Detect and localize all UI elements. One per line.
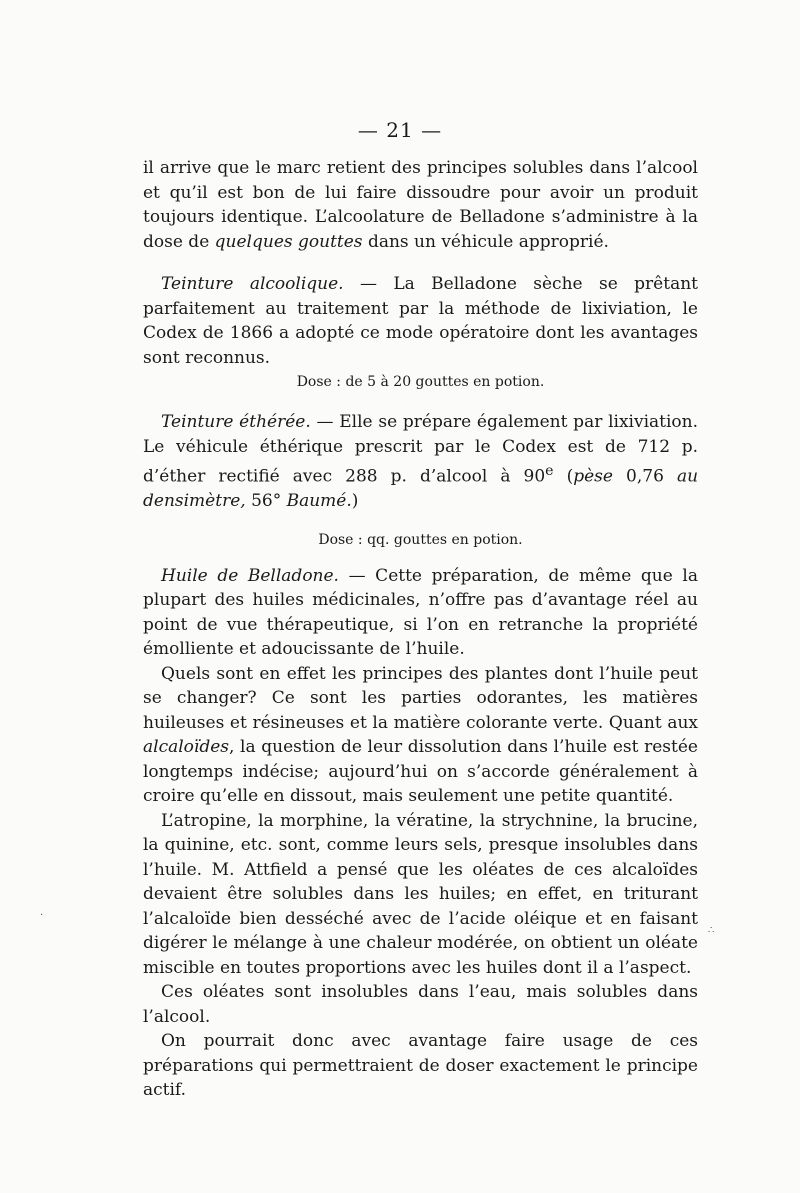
value-density: 0,76 [626, 466, 664, 487]
paragraph-atropine: L’atropine, la morphine, la vératine, la strychnine, la brucine, la quinine, etc. sont, comme leurs sels, presque insolubles dans l’huile. M. Attfield a pensé que les oléates de ces alcaloïdes devaient être solubles dans les huiles; en effet, en triturant l’alcaloïde bien desséché avec de l’acide oléique et en faisant digérer le mélange à une chaleur modérée, on obtient un oléate miscible en toutes proportions avec les huiles dont il a l’aspect. [143, 810, 698, 978]
heading-teinture-alcoolique: Teinture alcoolique. [161, 274, 344, 294]
paragraph-huile [143, 564, 698, 662]
heading-huile-de-belladone: Huile de Belladone. [161, 565, 339, 586]
emphasis-baume: Baumé. [286, 491, 352, 512]
dose-teinture-etheree: Dose : qq. gouttes en potion. [318, 531, 523, 548]
heading-teinture-etheree: Teinture éthérée. [161, 412, 311, 432]
emphasis-alcaloides: alcaloïdes [143, 737, 230, 758]
paragraph-principes [143, 662, 698, 809]
principes-text: Quels sont en effet les principes des plantes dont l’huile peut se changer? Ce sont les parties odorantes, les matières huileuses et résineuses et la matière colorante verte. Quant aux [143, 663, 698, 733]
teinture-alcoolique-text: — La Belladone sèche se prêtant parfaitement au traitement par la méthode de lixiviation, le Codex de 1866 a adopté ce mode opératoire dont les avantages sont reconnus. [143, 274, 698, 368]
paragraph-teinture-etheree [143, 410, 698, 514]
emphasis-pese: pèse [573, 466, 613, 487]
page-body [143, 156, 698, 1103]
huile-text: — Cette préparation, de même que la plupart des huiles médicinales, n’offre pas d’avantage réel au point de vue thérapeutique, si l’on en retranche la propriété émolliente et adoucissante de l’huile. [143, 565, 698, 660]
value-baume: 56° [251, 491, 282, 512]
paren-close: ) [351, 491, 359, 512]
paragraph-teinture-alcoolique [143, 272, 698, 370]
dose-teinture-alcoolique: Dose : de 5 à 20 gouttes en potion. [296, 374, 545, 390]
superscript-e: e [545, 463, 554, 479]
paragraph-alcoolature [143, 156, 698, 254]
principes-end: , la question de leur dissolution dans l’huile est restée longtemps indécise; aujourd’hui on s’accorde généralement à croire qu’elle en dissout, mais seulement une petite quantité. [143, 737, 698, 807]
teinture-etheree-text: — Elle se prépare également par lixiviation. Le véhicule éthérique prescrit par le Codex est de 712 p. d’éther rectifié avec 288 p. d’alcool à 90 [143, 412, 699, 487]
paragraph-conclusion: On pourrait donc avec avantage faire usage de ces préparations qui permettraient de doser exactement le principe actif. [143, 1031, 698, 1101]
ink-speck-decoration: ∴ [708, 925, 715, 936]
paragraph-alcoolature-text: il arrive que le marc retient des principes solubles dans l’alcool et qu’il est bon de lui faire dissoudre pour avoir un produit toujours identique. L’alcoolature de Belladone s’administre à la dose de [143, 158, 698, 252]
emphasis-densimetre: au densimètre, [143, 466, 699, 512]
ink-dot-decoration: · [40, 910, 44, 921]
paragraph-oleates: Ces oléates sont insolubles dans l’eau, mais solubles dans l’alcool. [143, 982, 698, 1027]
emphasis-quelques-gouttes: quelques gouttes [214, 231, 363, 252]
paragraph-alcoolature-end: dans un véhicule approprié. [367, 231, 609, 252]
page-number: — 21 — [357, 118, 443, 142]
paren-open: ( [566, 466, 574, 487]
